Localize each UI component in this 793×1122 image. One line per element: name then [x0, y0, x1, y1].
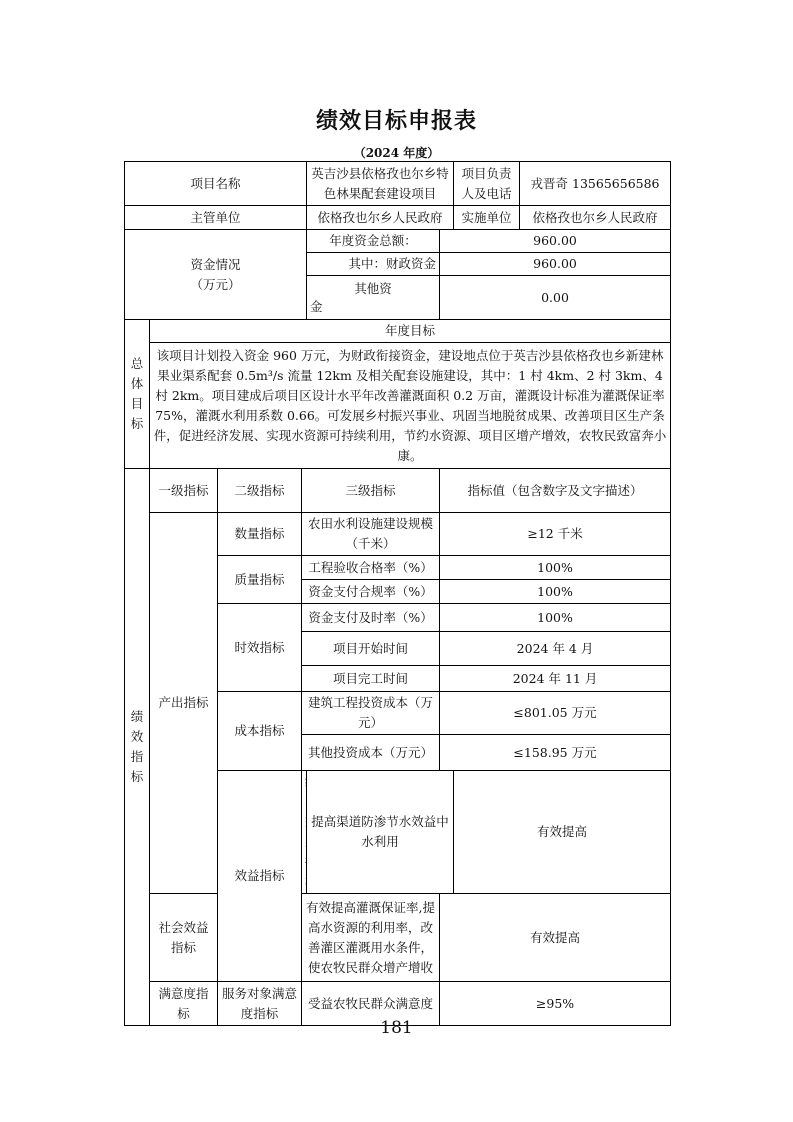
project-leader-value: 戎晋奇 13565656586 [520, 162, 671, 206]
project-name-value: 英吉沙县依格孜也尔乡特色林果配套建设项目 [307, 162, 454, 206]
satisfaction-indicator-label: 满意度指标 [150, 982, 218, 1026]
funds-label-line2: （万元） [190, 276, 241, 292]
cost-indicator-label: 成本指标 [218, 692, 302, 771]
indicator-name: 建筑工程投资成本（万元） [302, 692, 440, 735]
quality-indicator-label: 质量指标 [218, 556, 302, 604]
indicator-value: ≥95% [440, 982, 671, 1026]
header-level1: 一级指标 [150, 469, 218, 513]
indicator-name: 有效提高灌溉保证率,提高水资源的利用率，改善灌区灌溉用水条件，使农牧民群众增产增收 [302, 894, 440, 982]
indicator-header-row [125, 469, 671, 513]
indicator-value: 有效提高 [454, 771, 671, 894]
timeliness-indicator-label: 时效指标 [218, 604, 302, 692]
impl-unit-label: 实施单位 [454, 206, 520, 230]
indicator-value: 有效提高 [440, 894, 671, 982]
funds-total-value: 960.00 [440, 230, 671, 253]
project-name-label: 项目名称 [125, 162, 307, 206]
indicator-value: 100% [440, 604, 671, 632]
indicator-value: ≤801.05 万元 [440, 692, 671, 735]
funds-other-label-line2: 金 [310, 298, 323, 314]
project-leader-label: 项目负责人及电话 [454, 162, 520, 206]
authority-value: 依格孜也尔乡人民政府 [307, 206, 454, 230]
authority-row [125, 206, 671, 230]
indicator-value: 2024 年 11 月 [440, 666, 671, 692]
funds-label-line1: 资金情况 [190, 256, 241, 272]
indicator-value: 100% [440, 580, 671, 604]
indicator-value: 2024 年 4 月 [440, 632, 671, 666]
indicator-name: 提高渠道防渗节水效益中水利用 [307, 771, 454, 894]
overall-goal-text-row [125, 343, 671, 469]
indicator-name: 其他投资成本（万元） [302, 735, 440, 771]
indicator-name: 资金支付合规率（%） [302, 580, 440, 604]
header-level3: 三级指标 [302, 469, 440, 513]
header-value: 指标值（包含数字及文字描述） [440, 469, 671, 513]
benefit-indicator-label: 效益指标 [218, 771, 302, 982]
indicator-value: 100% [440, 556, 671, 580]
funds-label [125, 230, 307, 320]
economic-indicator-label [302, 771, 307, 894]
funds-total-row [125, 230, 671, 253]
funds-total-label: 年度资金总额： [307, 230, 440, 253]
indicator-name: 工程验收合格率（%） [302, 556, 440, 580]
overall-goal-header-row [125, 320, 671, 343]
table-row [125, 894, 671, 982]
header-level2: 二级指标 [218, 469, 302, 513]
table-row [125, 513, 671, 556]
indicator-name: 受益农牧民群众满意度 [302, 982, 440, 1026]
indicator-name: 资金支付及时率（%） [302, 604, 440, 632]
social-indicator-label: 社会效益指标 [150, 894, 218, 982]
impl-unit-value: 依格孜也尔乡人民政府 [520, 206, 671, 230]
funds-other-label-line1: 其他资 [354, 280, 392, 296]
performance-table [124, 161, 671, 1026]
document-title: 绩效目标申报表 [315, 109, 477, 134]
indicator-name: 项目开始时间 [302, 632, 440, 666]
output-indicator-label: 产出指标 [150, 513, 218, 894]
project-name-row [125, 162, 671, 206]
funds-fiscal-value: 960.00 [440, 253, 671, 276]
funds-fiscal-label: 其中：财政资金 [307, 253, 440, 276]
overall-goal-side-label: 总 体 目 标 [125, 320, 150, 469]
indicators-side-label: 绩 效 指 标 [125, 469, 150, 1026]
overall-goal-header: 年度目标 [150, 320, 671, 343]
indicator-name: 项目完工时间 [302, 666, 440, 692]
indicator-value: ≤158.95 万元 [440, 735, 671, 771]
page-number: 181 [380, 1018, 413, 1038]
document-year: （2024 年度） [353, 146, 440, 160]
indicator-value: ≥12 千米 [440, 513, 671, 556]
quantity-indicator-label: 数量指标 [218, 513, 302, 556]
overall-goal-text: 该项目计划投入资金 960 万元，为财政衔接资金，建设地点位于英吉沙县依格孜也乡新建林果业渠系配套 0.5m³/s 流量 12km 及相关配套设施建设，其中：1 村 4km、2 村 3km、4 村 2km。项目建成后项目区设计水平年改善灌溉面积 0.2 万亩，灌溉设计标准为灌溉保证率 75%，灌溉水利用系数 0.66。可发展乡村振兴事业、巩固当地脱贫成果、改善项目区生产条件，促进经济发展、实现水资源可持续利用，节约水资源、项目区增产增效，农牧民致富奔小康。 [150, 343, 671, 469]
satisfaction-sub-label: 服务对象满意度指标 [218, 982, 302, 1026]
funds-other-label [307, 276, 440, 320]
indicator-name: 农田水利设施建设规模（千米） [302, 513, 440, 556]
funds-other-value: 0.00 [440, 276, 671, 320]
authority-label: 主管单位 [125, 206, 307, 230]
